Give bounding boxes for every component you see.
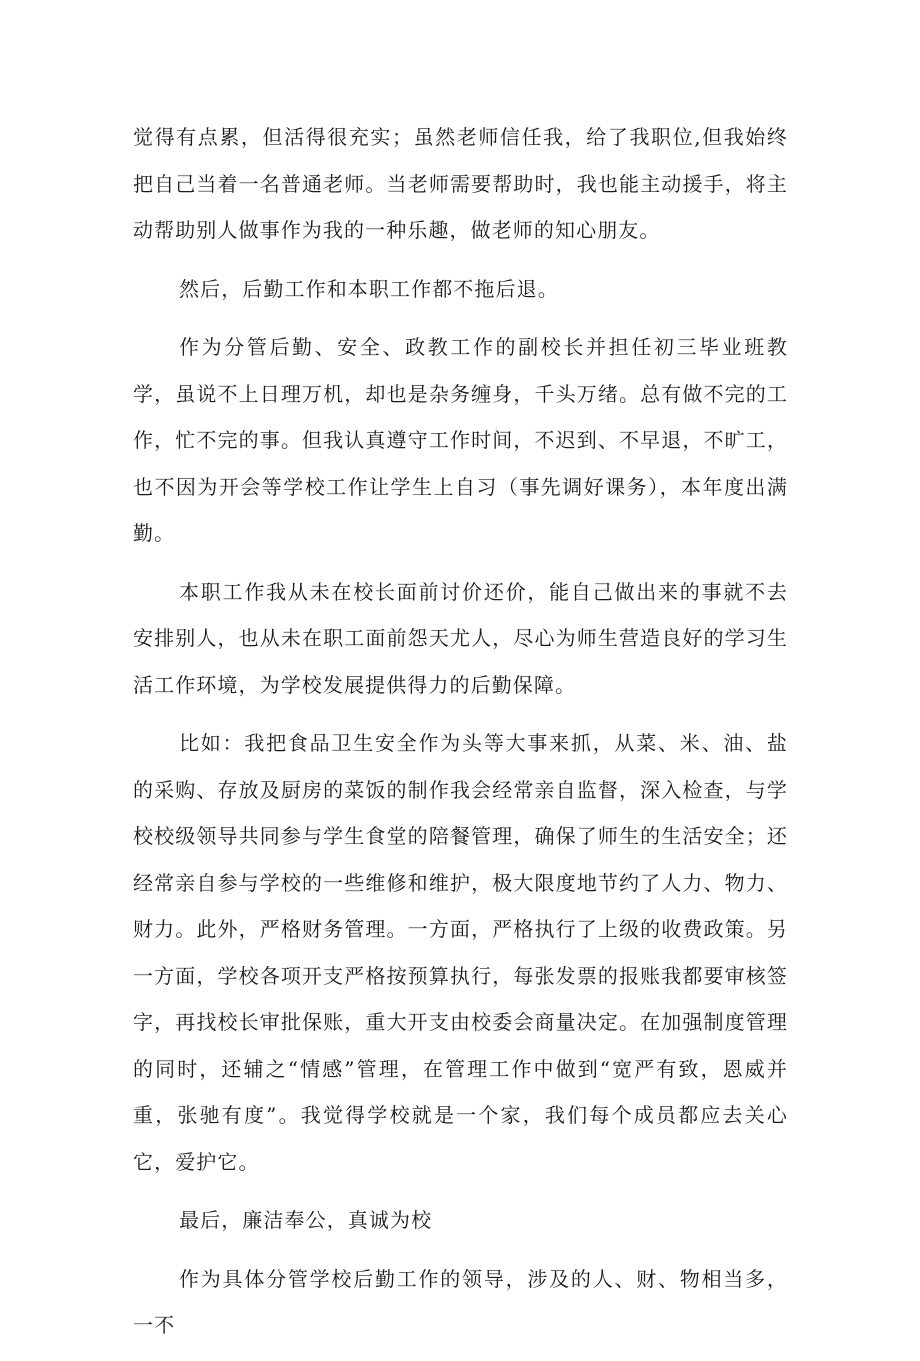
paragraph-example: 比如：我把食品卫生安全作为头等大事来抓，从菜、米、油、盐的采购、存放及厨房的菜饭的制作我会经常亲自监督，深入检查，与学校校级领导共同参与学生食堂的陪餐管理，确保了师生的生活安全；还经常亲自参与学校的一些维修和维护，极大限度地节约了人力、物力、财力。此外，严格财务管理。一方面，严格执行了上级的收费政策。另一方面，学校各项开支严格按预算执行，每张发票的报账我都要审核签字，再找校长审批保账，重大开支由校委会商量决定。在加强制度管理的同时，还辅之“情感”管理，在管理工作中做到“宽严有致，恩威并重，张驰有度”。我觉得学校就是一个家，我们每个成员都应去关心它，爱护它。 [133,731,788,1174]
paragraph-duties: 作为分管后勤、安全、政教工作的副校长并担任初三毕业班教学，虽说不上日理万机，却也是杂务缠身，千头万绪。总有做不完的工作，忙不完的事。但我认真遵守工作时间，不迟到、不早退，不旷工，也不因为开会等学校工作让学生上自习（事先调好课务），本年度出满勤。 [133,335,788,545]
document-body [133,114,788,1361]
paragraph-continuation: 觉得有点累，但活得很充实；虽然老师信任我，给了我职位,但我始终把自己当着一名普通老师。当老师需要帮助时，我也能主动援手，将主动帮助别人做事作为我的一种乐趣，做老师的知心朋友。 [133,125,788,242]
paragraph-heading-finally: 最后，廉洁奉公，真诚为校 [179,1208,433,1232]
paragraph-leadership: 作为具体分管学校后勤工作的领导，涉及的人、财、物相当多，一不 [133,1266,788,1337]
paragraph-heading-then: 然后，后勤工作和本职工作都不拖后退。 [179,276,559,301]
paragraph-own-work: 本职工作我从未在校长面前讨价还价，能自己做出来的事就不去安排别人，也从未在职工面前怨天尤人，尽心为师生营造良好的学习生活工作环境，为学校发展提供得力的后勤保障。 [133,579,788,697]
